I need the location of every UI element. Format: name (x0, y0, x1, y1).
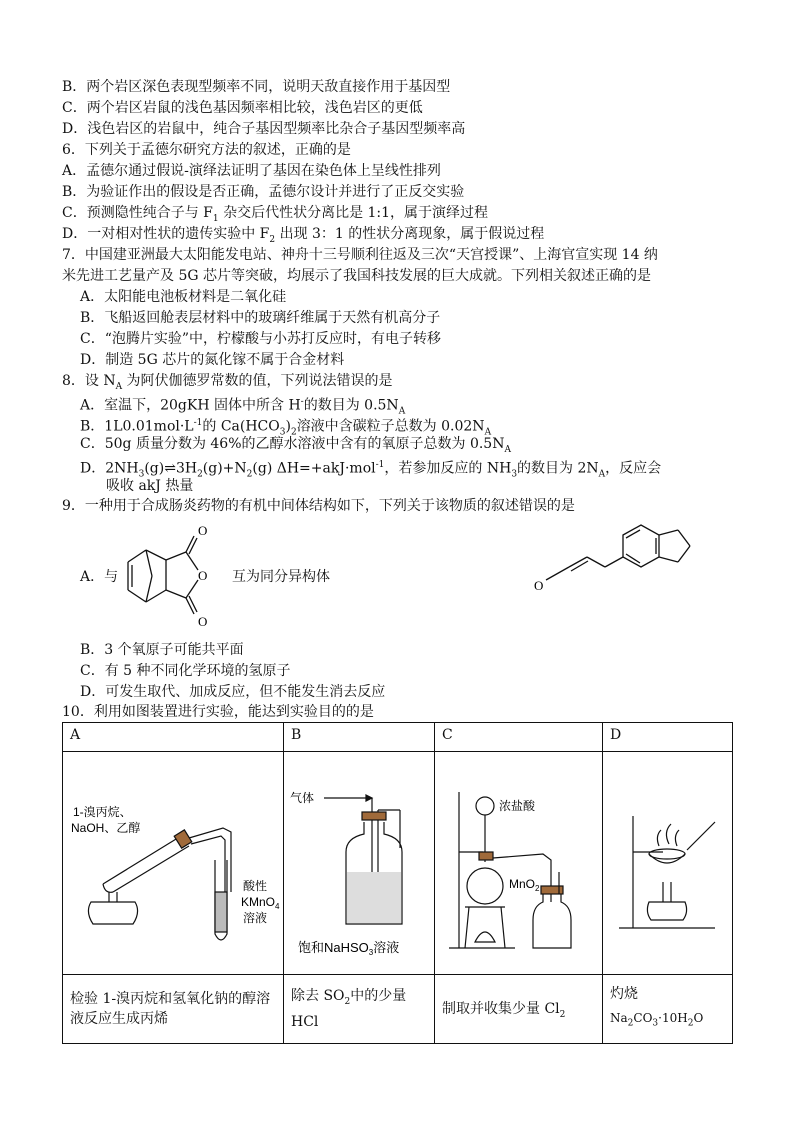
option-b-q5: B．两个岩区深色表现型频率不同，说明天敌直接作用于基因型 (62, 79, 451, 95)
q9-option-b: B．3 个氧原子可能共平面 (80, 642, 244, 658)
label-nahso3: 饱和NaHSO$_3$溶液 (298, 940, 400, 957)
anhydride-o-top: O (198, 523, 208, 538)
label-solution: 溶液 (243, 911, 268, 925)
q6-option-a: A．孟德尔通过假说-演绎法证明了基因在染色体上呈线性排列 (62, 163, 441, 179)
header-d: D (603, 723, 733, 752)
option-d-q5: D．浅色岩区的岩鼠中，纯合子基因型频率比杂合子基因型频率高 (62, 121, 466, 137)
question-8: 8．设 $N_A$ 为阿伏伽德罗常数的值，下列说法错误的是 (62, 373, 393, 392)
header-b: B (284, 723, 435, 752)
apparatus-a (63, 752, 284, 975)
q8-option-a: A．室温下，20gKH 固体中所含 H-的数目为 $0.5N_A$ (80, 397, 406, 417)
anhydride-structure (118, 520, 228, 630)
question-10: 10．利用如图装置进行实验，能达到实验目的的是 (62, 704, 374, 720)
caption-d: 灼烧 $Na_2CO_3\cdot 10H_2O$ (603, 975, 733, 1044)
question-7-line1: 7．中国建亚洲最大太阳能发电站、神舟十三号顺利往返及三次“天宫授课”、上海官宣实现 14 纳 (62, 247, 658, 263)
apparatus-b (284, 752, 435, 975)
caption-b: 除去 $SO_2$中的少量 HCl (284, 975, 435, 1044)
q9-option-c: C．有 5 种不同化学环境的氢原子 (80, 663, 291, 679)
caption-c: 制取并收集少量 $Cl_2$ (435, 975, 603, 1044)
q8-option-d-cont: 吸收 akJ 热量 (106, 478, 194, 494)
q8-option-b: B．$1L0.01mol\cdot L^{-1}$的 $Ca(HCO_3)_2$溶液中含碳粒子总数为 $0.02N_A$ (80, 418, 492, 438)
q9-option-a-pre: A．与 (80, 569, 119, 585)
label-acidic: 酸性 (243, 879, 268, 893)
header-c: C (435, 723, 603, 752)
question-9: 9．一种用于合成肠炎药物的有机中间体结构如下，下列关于该物质的叙述错误的是 (62, 498, 575, 514)
q7-option-b: B．飞船返回舱表层材料中的玻璃纤维属于天然有机高分子 (80, 310, 441, 326)
q6-option-d: D．一对相对性状的遗传实验中 $F_2$ 出现 3：1 的性状分离现象，属于假说过程 (62, 226, 545, 245)
target-o: O (534, 578, 544, 593)
q6-option-c: C．预测隐性纯合子与 $F_1$ 杂交后代性状分离比是 1:1，属于演绎过程 (62, 205, 489, 224)
q9-option-a-post: 互为同分异构体 (232, 569, 330, 585)
anhydride-o-mid: O (198, 568, 208, 583)
option-c-q5: C．两个岩区岩鼠的浅色基因频率相比较，浅色岩区的更低 (62, 100, 423, 116)
label-gas: 气体 (290, 791, 315, 805)
label-reagent-2: NaOH、乙醇 (71, 821, 141, 835)
question-6: 6．下列关于孟德尔研究方法的叙述，正确的是 (62, 142, 351, 158)
experiment-table (62, 722, 733, 1044)
target-molecule (528, 520, 708, 600)
apparatus-d (603, 752, 733, 975)
anhydride-o-bot: O (198, 614, 208, 629)
q7-option-d: D．制造 5G 芯片的氮化镓不属于合金材料 (80, 352, 345, 368)
q6-option-b: B．为验证作出的假设是否正确，孟德尔设计并进行了正反交实验 (62, 184, 465, 200)
q7-option-c: C．“泡腾片实验”中，柠檬酸与小苏打反应时，有电子转移 (80, 331, 442, 347)
question-7-line2: 米先进工艺量产及 5G 芯片等突破，均展示了我国科技发展的巨大成就。下列相关叙述正确的是 (62, 268, 651, 284)
label-mno2: MnO$_2$ (509, 877, 540, 893)
header-a: A (63, 723, 284, 752)
q8-option-c: C．50g 质量分数为 46%的乙醇水溶液中含有的氧原子总数为 $0.5N_A$ (80, 436, 511, 455)
label-reagent-1: 1-溴丙烷、 (73, 805, 132, 819)
q7-option-a: A．太阳能电池板材料是二氧化硅 (80, 289, 287, 305)
caption-a: 检验 1-溴丙烷和氢氧化钠的醇溶液反应生成丙烯 (63, 975, 284, 1044)
label-kmno4: KMnO$_4$ (241, 895, 280, 911)
label-conc-hcl: 浓盐酸 (499, 799, 536, 813)
q9-option-d: D．可发生取代、加成反应，但不能发生消去反应 (80, 684, 386, 700)
q8-option-d: D．$2NH_3(g)\rightleftharpoons 3H_2(g)+N_2(g)$ ΔH=+akJ·mol$^{-1}$，若参加反应的 $NH_3$的数目为 $2N_A$，反应会 (80, 460, 662, 480)
apparatus-c (435, 752, 603, 975)
